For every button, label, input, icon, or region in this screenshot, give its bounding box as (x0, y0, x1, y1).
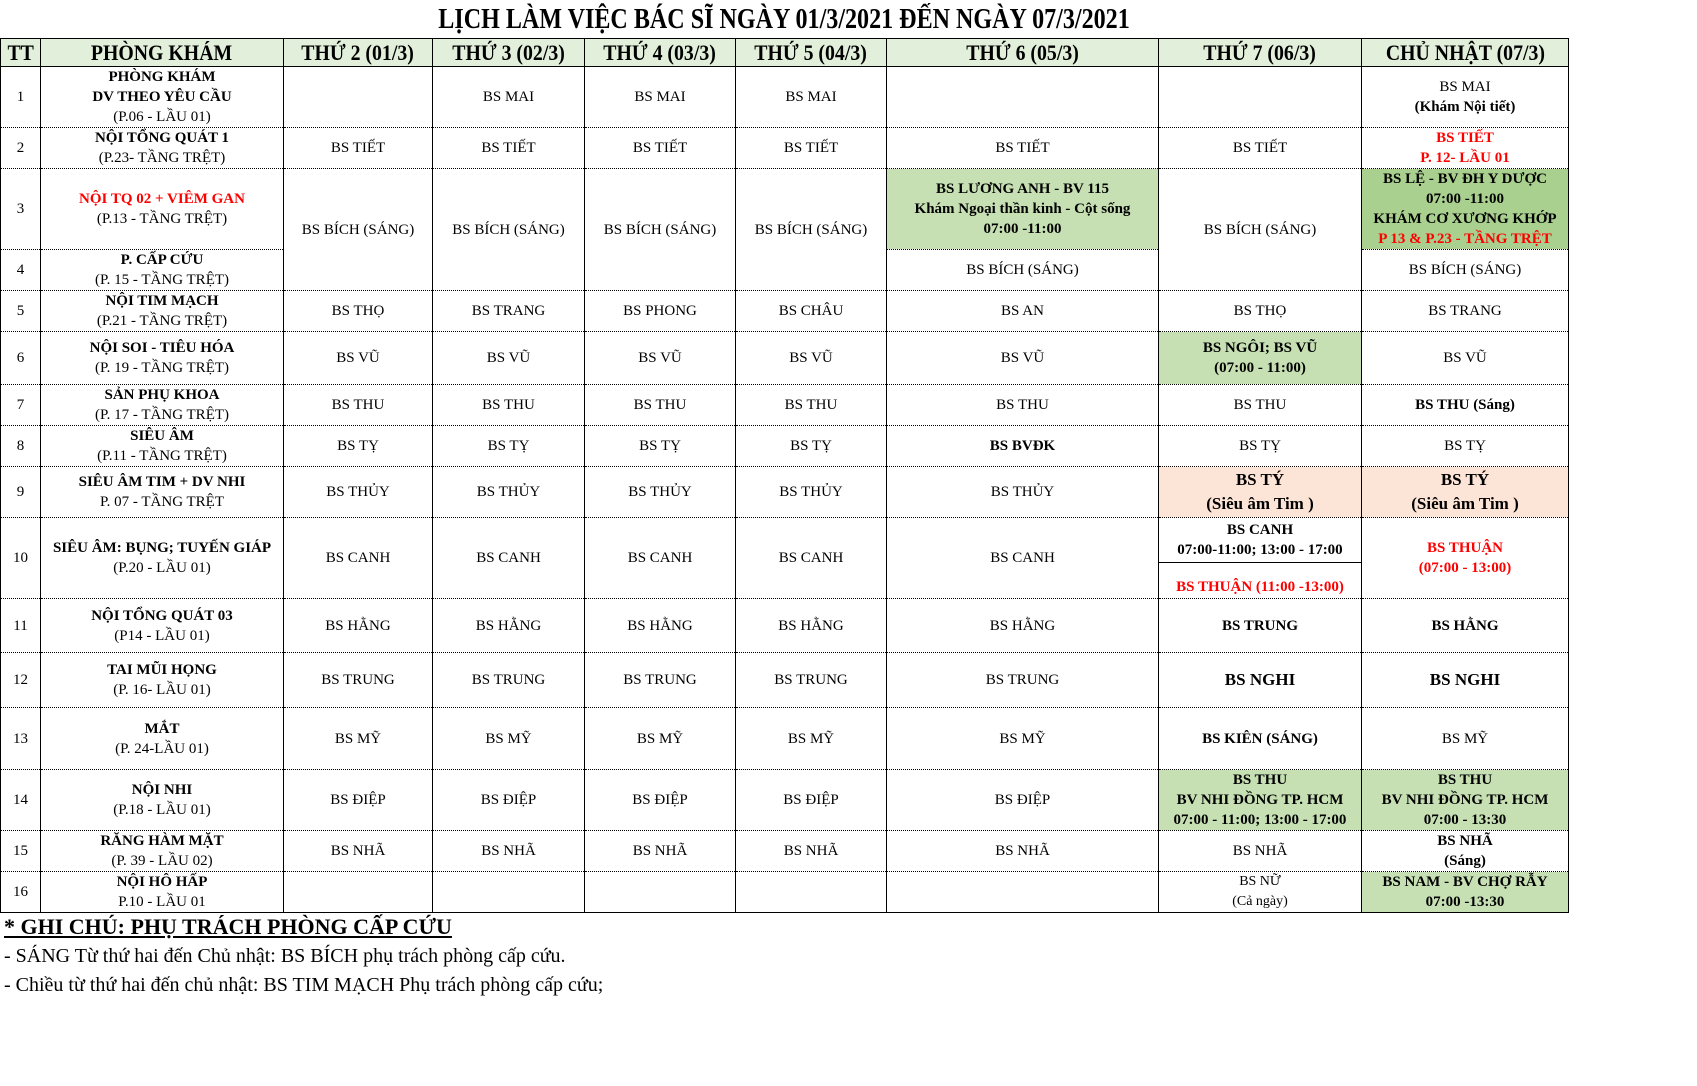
schedule-cell: BS MỸ (736, 708, 887, 770)
schedule-cell-highlight: BS TÝ (Siêu âm Tim ) (1362, 467, 1569, 518)
schedule-cell: BS CANH (284, 518, 433, 599)
room-cell: NỘI TIM MẠCH (P.21 - TẦNG TRỆT) (41, 291, 284, 332)
schedule-cell: BS TIẾT (284, 128, 433, 169)
schedule-cell: BS MAI (585, 67, 736, 128)
schedule-cell: BS THỦY (433, 467, 585, 518)
schedule-cell-highlight: BS NGÔI; BS VŨ (07:00 - 11:00) (1159, 332, 1362, 385)
header-row (1, 39, 1569, 67)
schedule-cell: BS THU (736, 385, 887, 426)
header-room: PHÒNG KHÁM (41, 39, 284, 67)
schedule-cell: BS TỴ (585, 426, 736, 467)
page-title: LỊCH LÀM VIỆC BÁC SĨ NGÀY 01/3/2021 ĐẾN NGÀY 07/3/2021 (438, 4, 1130, 35)
row-number: 14 (1, 770, 41, 831)
schedule-cell: BS HẰNG (887, 599, 1159, 653)
schedule-cell: BS VŨ (433, 332, 585, 385)
schedule-cell: BS PHONG (585, 291, 736, 332)
schedule-cell: BS NHÃ (Sáng) (1362, 831, 1569, 872)
schedule-cell: BS TRUNG (284, 653, 433, 708)
schedule-cell: BS CHÂU (736, 291, 887, 332)
schedule-cell: BS BVĐK (887, 426, 1159, 467)
schedule-cell: BS HẰNG (585, 599, 736, 653)
schedule-cell: BS HẰNG (736, 599, 887, 653)
row-number: 10 (1, 518, 41, 599)
note-line: - SÁNG Từ thứ hai đến Chủ nhật: BS BÍCH phụ trách phòng cấp cứu. (4, 945, 566, 967)
schedule-cell: BS THỌ (1159, 291, 1362, 332)
room-cell: SIÊU ÂM (P.11 - TẦNG TRỆT) (41, 426, 284, 467)
row-number: 12 (1, 653, 41, 708)
schedule-cell: BS VŨ (736, 332, 887, 385)
schedule-cell: BS NHÃ (433, 831, 585, 872)
schedule-cell: BS VŨ (887, 332, 1159, 385)
schedule-cell: BS THỌ (284, 291, 433, 332)
schedule-cell: BS TRANG (433, 291, 585, 332)
schedule-cell: BS VŨ (585, 332, 736, 385)
table-row (1, 128, 1569, 169)
schedule-cell: BS KIÊN (SÁNG) (1159, 708, 1362, 770)
room-cell: TAI MŨI HỌNG (P. 16- LẦU 01) (41, 653, 284, 708)
schedule-cell: BS TRUNG (887, 653, 1159, 708)
schedule-cell: BS MAI (433, 67, 585, 128)
schedule-cell: BS ĐIỆP (585, 770, 736, 831)
schedule-cell (1159, 67, 1362, 128)
room-cell: RĂNG HÀM MẶT (P. 39 - LẦU 02) (41, 831, 284, 872)
table-row (1, 599, 1569, 653)
table-row (1, 332, 1569, 385)
schedule-cell: BS TỴ (1159, 426, 1362, 467)
schedule-cell: BS TRUNG (736, 653, 887, 708)
header-fri: THỨ 6 (05/3) (887, 39, 1159, 67)
table-row (1, 708, 1569, 770)
schedule-cell: BS BÍCH (SÁNG) (1159, 169, 1362, 291)
header-thu: THỨ 5 (04/3) (736, 39, 887, 67)
room-cell: NỘI TQ 02 + VIÊM GAN (P.13 - TẦNG TRỆT) (41, 169, 284, 250)
schedule-cell: BS BÍCH (SÁNG) (585, 169, 736, 291)
table-row (1, 770, 1569, 831)
schedule-cell: BS TRUNG (1159, 599, 1362, 653)
table-row (1, 291, 1569, 332)
schedule-cell: BS ĐIỆP (736, 770, 887, 831)
schedule-cell: BS THỦY (284, 467, 433, 518)
schedule-cell: BS TỴ (1362, 426, 1569, 467)
schedule-cell (736, 872, 887, 913)
schedule-cell: BS HẰNG (433, 599, 585, 653)
header-sun: CHỦ NHẬT (07/3) (1362, 39, 1569, 67)
schedule-cell: BS THUẬN (07:00 - 13:00) (1362, 518, 1569, 599)
table-row (1, 426, 1569, 467)
table-row (1, 385, 1569, 426)
row-number: 1 (1, 67, 41, 128)
schedule-cell: BS THU (Sáng) (1362, 385, 1569, 426)
schedule-cell: BS CANH (585, 518, 736, 599)
schedule-cell: BS VŨ (284, 332, 433, 385)
schedule-cell: BS THỦY (736, 467, 887, 518)
table-row (1, 67, 1569, 128)
schedule-cell: BS AN (887, 291, 1159, 332)
schedule-cell: BS BÍCH (SÁNG) (1362, 250, 1569, 291)
schedule-cell: BS MỸ (1362, 708, 1569, 770)
schedule-cell: BS CANH (736, 518, 887, 599)
schedule-cell: BS MỸ (284, 708, 433, 770)
schedule-cell (585, 872, 736, 913)
schedule-cell: BS THU (433, 385, 585, 426)
schedule-cell: BS TỴ (736, 426, 887, 467)
schedule-cell: BS TIẾT (887, 128, 1159, 169)
schedule-cell: BS NGHI (1362, 653, 1569, 708)
row-number: 3 (1, 169, 41, 250)
room-cell: NỘI TỔNG QUÁT 1 (P.23- TẦNG TRỆT) (41, 128, 284, 169)
room-cell: P. CẤP CỨU (P. 15 - TẦNG TRỆT) (41, 250, 284, 291)
schedule-cell: BS VŨ (1362, 332, 1569, 385)
schedule-cell: BS NHÃ (887, 831, 1159, 872)
schedule-cell: BS TIẾT (433, 128, 585, 169)
schedule-cell: BS BÍCH (SÁNG) (887, 250, 1159, 291)
schedule-cell (284, 872, 433, 913)
schedule-cell: BS TRUNG (433, 653, 585, 708)
schedule-cell: BS NHÃ (1159, 831, 1362, 872)
schedule-cell: BS THU (284, 385, 433, 426)
table-row (1, 653, 1569, 708)
schedule-cell-highlight: BS LỆ - BV ĐH Y DƯỢC 07:00 -11:00 KHÁM CƠ XƯƠNG KHỚP P 13 & P.23 - TẦNG TRỆT (1362, 169, 1569, 250)
notes-section (4, 912, 1204, 1000)
row-number: 16 (1, 872, 41, 913)
schedule-cell-split: BS CANH 07:00-11:00; 13:00 - 17:00 BS THUẬN (11:00 -13:00) (1159, 518, 1362, 599)
schedule-cell (284, 67, 433, 128)
row-number: 2 (1, 128, 41, 169)
schedule-cell: BS BÍCH (SÁNG) (433, 169, 585, 291)
schedule-cell: BS TIẾT (585, 128, 736, 169)
schedule-cell-highlight: BS THU BV NHI ĐỒNG TP. HCM 07:00 - 11:00; 13:00 - 17:00 (1159, 770, 1362, 831)
schedule-cell: BS ĐIỆP (433, 770, 585, 831)
schedule-table (0, 38, 1569, 913)
row-number: 4 (1, 250, 41, 291)
header-wed: THỨ 4 (03/3) (585, 39, 736, 67)
schedule-cell: BS BÍCH (SÁNG) (284, 169, 433, 291)
schedule-cell (433, 872, 585, 913)
table-row (1, 872, 1569, 913)
schedule-cell: BS TIẾT (1159, 128, 1362, 169)
table-row (1, 518, 1569, 599)
schedule-cell: BS MAI (736, 67, 887, 128)
schedule-cell: BS MỸ (887, 708, 1159, 770)
table-row (1, 169, 1569, 250)
schedule-cell: BS NỮ (Cả ngày) (1159, 872, 1362, 913)
row-number: 15 (1, 831, 41, 872)
table-row (1, 831, 1569, 872)
schedule-cell: BS NHÃ (284, 831, 433, 872)
schedule-cell: BS CANH (887, 518, 1159, 599)
header-mon: THỨ 2 (01/3) (284, 39, 433, 67)
room-cell: NỘI NHI (P.18 - LẦU 01) (41, 770, 284, 831)
schedule-cell: BS THU (887, 385, 1159, 426)
schedule-cell: BS TRANG (1362, 291, 1569, 332)
schedule-cell: BS TRUNG (585, 653, 736, 708)
schedule-cell (887, 67, 1159, 128)
schedule-cell: BS NGHI (1159, 653, 1362, 708)
row-number: 7 (1, 385, 41, 426)
schedule-cell: BS BÍCH (SÁNG) (736, 169, 887, 291)
room-cell: SIÊU ÂM TIM + DV NHI P. 07 - TẦNG TRỆT (41, 467, 284, 518)
room-cell: SẢN PHỤ KHOA (P. 17 - TẦNG TRỆT) (41, 385, 284, 426)
row-number: 13 (1, 708, 41, 770)
schedule-cell: BS CANH (433, 518, 585, 599)
header-tue: THỨ 3 (02/3) (433, 39, 585, 67)
room-cell: SIÊU ÂM: BỤNG; TUYẾN GIÁP (P.20 - LẦU 01) (41, 518, 284, 599)
schedule-cell: BS TIẾT (736, 128, 887, 169)
row-number: 8 (1, 426, 41, 467)
row-number: 6 (1, 332, 41, 385)
row-number: 5 (1, 291, 41, 332)
schedule-cell-highlight: BS NAM - BV CHỢ RẪY 07:00 -13:30 (1362, 872, 1569, 913)
schedule-cell-highlight: BS LƯƠNG ANH - BV 115 Khám Ngoại thần kinh - Cột sống 07:00 -11:00 (887, 169, 1159, 250)
schedule-cell: BS TỴ (284, 426, 433, 467)
header-sat: THỨ 7 (06/3) (1159, 39, 1362, 67)
schedule-cell: BS HẰNG (1362, 599, 1569, 653)
room-cell: MẮT (P. 24-LẦU 01) (41, 708, 284, 770)
schedule-cell: BS THỦY (887, 467, 1159, 518)
schedule-cell-highlight: BS TÝ (Siêu âm Tim ) (1159, 467, 1362, 518)
schedule-cell (887, 872, 1159, 913)
schedule-cell: BS THU (1159, 385, 1362, 426)
schedule-cell: BS HẰNG (284, 599, 433, 653)
room-cell: NỘI SOI - TIÊU HÓA (P. 19 - TẦNG TRỆT) (41, 332, 284, 385)
schedule-cell: BS MỸ (585, 708, 736, 770)
schedule-cell: BS THU (585, 385, 736, 426)
schedule-cell: BS NHÃ (736, 831, 887, 872)
schedule-cell-highlight: BS THU BV NHI ĐỒNG TP. HCM 07:00 - 13:30 (1362, 770, 1569, 831)
notes-heading: * GHI CHÚ: PHỤ TRÁCH PHÒNG CẤP CỨU (4, 914, 452, 939)
schedule-cell: BS MAI (Khám Nội tiết) (1362, 67, 1569, 128)
schedule-cell: BS TỴ (433, 426, 585, 467)
room-cell: NỘI TỔNG QUÁT 03 (P14 - LẦU 01) (41, 599, 284, 653)
note-line: - Chiều từ thứ hai đến chủ nhật: BS TIM MẠCH Phụ trách phòng cấp cứu; (4, 974, 604, 996)
table-row (1, 467, 1569, 518)
schedule-cell: BS NHÃ (585, 831, 736, 872)
room-cell: NỘI HÔ HẤP P.10 - LẦU 01 (41, 872, 284, 913)
schedule-cell: BS ĐIỆP (887, 770, 1159, 831)
row-number: 11 (1, 599, 41, 653)
schedule-cell: BS TIẾT P. 12- LẦU 01 (1362, 128, 1569, 169)
row-number: 9 (1, 467, 41, 518)
schedule-cell: BS THỦY (585, 467, 736, 518)
room-cell: PHÒNG KHÁM DV THEO YÊU CẦU (P.06 - LẦU 01) (41, 67, 284, 128)
header-tt: TT (1, 39, 41, 67)
schedule-cell: BS ĐIỆP (284, 770, 433, 831)
schedule-cell: BS MỸ (433, 708, 585, 770)
